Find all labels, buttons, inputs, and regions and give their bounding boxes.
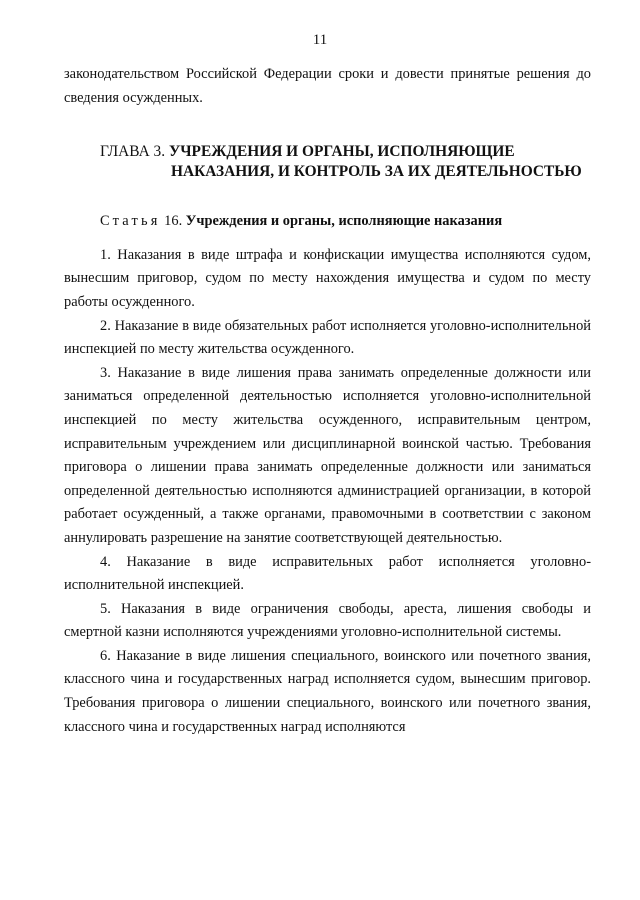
paragraph-1: 1. Наказания в виде штрафа и конфискации имущества исполняются судом, вынесшим приговор, судом по месту нахождения имущества и судом по месту работы осужденного. xyxy=(64,246,591,310)
page-content xyxy=(64,63,591,739)
paragraph-5: 5. Наказания в виде ограничения свободы, ареста, лишения свободы и смертной казни исполняются учреждениями уголовно-исполнительной системы. xyxy=(64,600,591,641)
paragraph-6: 6. Наказание в виде лишения специального, воинского или почетного звания, классного чина и государственных наград исполняется судом, вынесшим приговор. Требования приговора о лишении специального, воинского или почетного звания, классного чина и государственных наград исполняются xyxy=(64,647,591,735)
intro-paragraph: законодательством Российской Федерации сроки и довести принятые решения до сведения осужденных. xyxy=(64,66,591,106)
article-heading xyxy=(100,210,591,234)
paragraph-3: 3. Наказание в виде лишения права занимать определенные должности или заниматься определенной деятельностью исполняется уголовно-исполнительной инспекцией по месту жительства осужденного, исправительным центром, исправительным учреждением или дисциплинарной воинской частью. Требования приговора о лишении права занимать определенные должности или заниматься определенной деятельностью исполняются администрацией организации, в которой работает осужденный, а также органами, правомочными в соответствии с законом аннулировать разрешение на занятие соответствующей деятельностью. xyxy=(64,364,591,546)
chapter-title-line1: УЧРЕЖДЕНИЯ И ОРГАНЫ, ИСПОЛНЯЮЩИЕ xyxy=(168,143,515,161)
chapter-heading xyxy=(100,142,591,182)
article-title: Учреждения и органы, исполняющие наказания xyxy=(185,213,503,230)
paragraph-2: 2. Наказание в виде обязательных работ исполняется уголовно-исполнительной инспекцией по месту жительства осужденного. xyxy=(64,317,591,358)
chapter-label: ГЛАВА 3. xyxy=(100,143,166,161)
article-word: Статья xyxy=(100,213,161,230)
paragraph-4: 4. Наказание в виде исправительных работ исполняется уголовно-исполнительной инспекцией. xyxy=(64,553,591,594)
page-number: 11 xyxy=(312,32,328,48)
article-number: 16. xyxy=(164,213,183,230)
chapter-title-line2: НАКАЗАНИЯ, И КОНТРОЛЬ ЗА ИХ ДЕЯТЕЛЬНОСТЬЮ xyxy=(171,163,582,181)
